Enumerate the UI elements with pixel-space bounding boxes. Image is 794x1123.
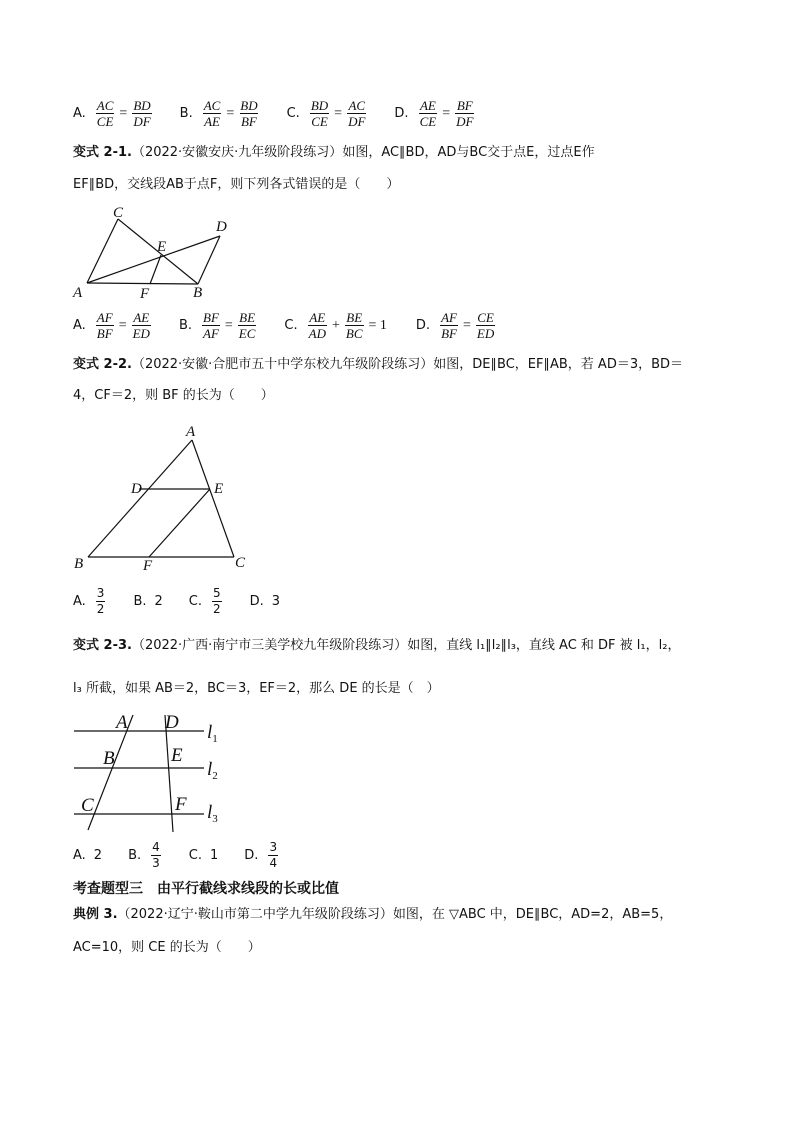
- option-c[interactable]: C. $\frac{BD}{CE}$ = $\frac{AC}{DF}$: [286, 98, 366, 129]
- question-ex3-line1: [73, 906, 672, 924]
- option-d[interactable]: D. $\frac{AF}{BF}$ = $\frac{CE}{ED}$: [415, 310, 495, 341]
- option-a[interactable]: A. 2: [73, 848, 103, 863]
- v22-options: [73, 586, 306, 617]
- question-v22-line2: 4，CF＝2，则 BF 的长为（ ）: [73, 388, 274, 403]
- fraction: $\frac{AC}{DF}$: [348, 98, 366, 129]
- option-a[interactable]: A. $\frac{AF}{BF}$ = $\frac{AE}{ED}$: [73, 310, 150, 341]
- fraction: $\frac{5}{2}$: [213, 586, 221, 616]
- section-title: 考查题型三 由平行截线求线段的长或比值: [73, 881, 339, 897]
- question-tag: 变式 2-3.: [73, 638, 132, 653]
- fraction: $\frac{AF}{BF}$: [96, 310, 113, 341]
- label-a: A: [116, 712, 128, 733]
- label-c: C: [113, 205, 124, 221]
- label-c: C: [81, 795, 94, 816]
- fraction: $\frac{AF}{BF}$: [441, 310, 457, 341]
- label-l3: $l_3$: [207, 802, 218, 825]
- fraction: $\frac{BD}{DF}$: [133, 98, 151, 129]
- option-d[interactable]: D. 3: [249, 594, 281, 609]
- option-d[interactable]: D. $\frac{AE}{CE}$ = $\frac{BF}{DF}$: [394, 98, 474, 129]
- option-b[interactable]: B. 2: [133, 594, 163, 609]
- fraction: $\frac{BF}{AF}$: [203, 310, 219, 341]
- question-v21-line1: [73, 144, 595, 162]
- label-b: B: [74, 556, 84, 572]
- label-a: A: [73, 285, 83, 301]
- fraction: $\frac{AE}{ED}$: [132, 310, 150, 341]
- option-a[interactable]: A. $\frac{3}{2}$: [73, 586, 105, 616]
- figure-v22: [70, 420, 260, 575]
- fraction: $\frac{BD}{CE}$: [310, 98, 329, 129]
- question-v21-line2: EF∥BD，交线段AB于点F，则下列各式错误的是（ ）: [73, 177, 400, 192]
- label-f: F: [175, 794, 187, 815]
- fraction: $\frac{3}{4}$: [269, 840, 278, 870]
- option-c[interactable]: C. $\frac{5}{2}$: [188, 586, 221, 616]
- label-f: F: [140, 286, 150, 302]
- question-text: 如图，AC∥BD，AD与BC交于点E，过点E作: [342, 145, 595, 160]
- label-a: A: [186, 424, 196, 440]
- option-d[interactable]: D. $\frac{3}{4}$: [244, 840, 278, 870]
- fraction: $\frac{BF}{DF}$: [456, 98, 474, 129]
- fraction: $\frac{AC}{CE}$: [96, 98, 114, 129]
- label-e: E: [171, 745, 183, 766]
- question-text: （2022·安徽·合肥市五十中学东校九年级阶段练习）如图，DE∥BC，EF∥AB，若 AD＝3，BD＝: [131, 357, 684, 372]
- fraction: $\frac{BD}{BF}$: [240, 98, 258, 129]
- question-v22-line1: [73, 356, 683, 374]
- option-b[interactable]: B. $\frac{4}{3}$: [128, 840, 160, 870]
- fraction: $\frac{AE}{CE}$: [419, 98, 437, 129]
- label-d: D: [131, 481, 142, 497]
- option-c[interactable]: C. $\frac{AE}{AD}$ + $\frac{BE}{BC}$ = 1: [284, 310, 387, 341]
- fraction: $\frac{BE}{BC}$: [345, 310, 363, 341]
- figure-v23: [70, 707, 240, 837]
- option-b[interactable]: B. $\frac{BF}{AF}$ = $\frac{BE}{EC}$: [178, 310, 256, 341]
- label-d: D: [216, 219, 227, 235]
- v23-options: [73, 840, 306, 871]
- fraction: $\frac{3}{2}$: [96, 586, 105, 616]
- label-e: E: [214, 481, 224, 497]
- label-f: F: [143, 558, 153, 574]
- label-c: C: [235, 555, 246, 571]
- question-ex3-line2: AC=10，则 CE 的长为（ ）: [73, 940, 261, 955]
- label-l1: $l_1$: [207, 722, 218, 745]
- fraction: $\frac{AC}{AE}$: [203, 98, 221, 129]
- option-b[interactable]: B. $\frac{AC}{AE}$ = $\frac{BD}{BF}$: [179, 98, 258, 129]
- question-tag: 变式 2-1.: [73, 145, 132, 160]
- question-tag: 变式 2-2.: [73, 357, 132, 372]
- label-l2: $l_2$: [207, 759, 218, 782]
- label-b: B: [193, 285, 203, 301]
- label-e: E: [157, 239, 167, 255]
- fraction: $\frac{BE}{EC}$: [238, 310, 256, 341]
- question-tag: 典例 3.: [73, 907, 118, 922]
- fraction: $\frac{CE}{ED}$: [476, 310, 495, 341]
- v21-options: [73, 310, 523, 341]
- fraction: $\frac{4}{3}$: [152, 840, 160, 870]
- label-d: D: [165, 712, 179, 733]
- question-v23-line2: l₃ 所截，如果 AB＝2，BC＝3，EF＝2，那么 DE 的长是（ ）: [73, 681, 440, 696]
- label-b: B: [103, 748, 115, 769]
- fraction: $\frac{AE}{AD}$: [308, 310, 326, 341]
- question-source: （2022·安徽安庆·九年级阶段练习）: [131, 145, 343, 160]
- figure-v21: [70, 203, 240, 303]
- prev-question-options: [73, 98, 502, 129]
- option-a[interactable]: A. $\frac{AC}{CE}$ = $\frac{BD}{DF}$: [73, 98, 151, 129]
- question-text: （2022·广西·南宁市三美学校九年级阶段练习）如图，直线 l₁∥l₂∥l₃，直线 AC 和 DF 被 l₁，l₂，: [131, 638, 681, 653]
- question-v23-line1: [73, 637, 680, 655]
- option-c[interactable]: C. 1: [188, 848, 219, 863]
- question-text: （2022·辽宁·鞍山市第二中学九年级阶段练习）如图，在 ▽ABC 中，DE∥BC，AD=2，AB=5，: [117, 907, 673, 922]
